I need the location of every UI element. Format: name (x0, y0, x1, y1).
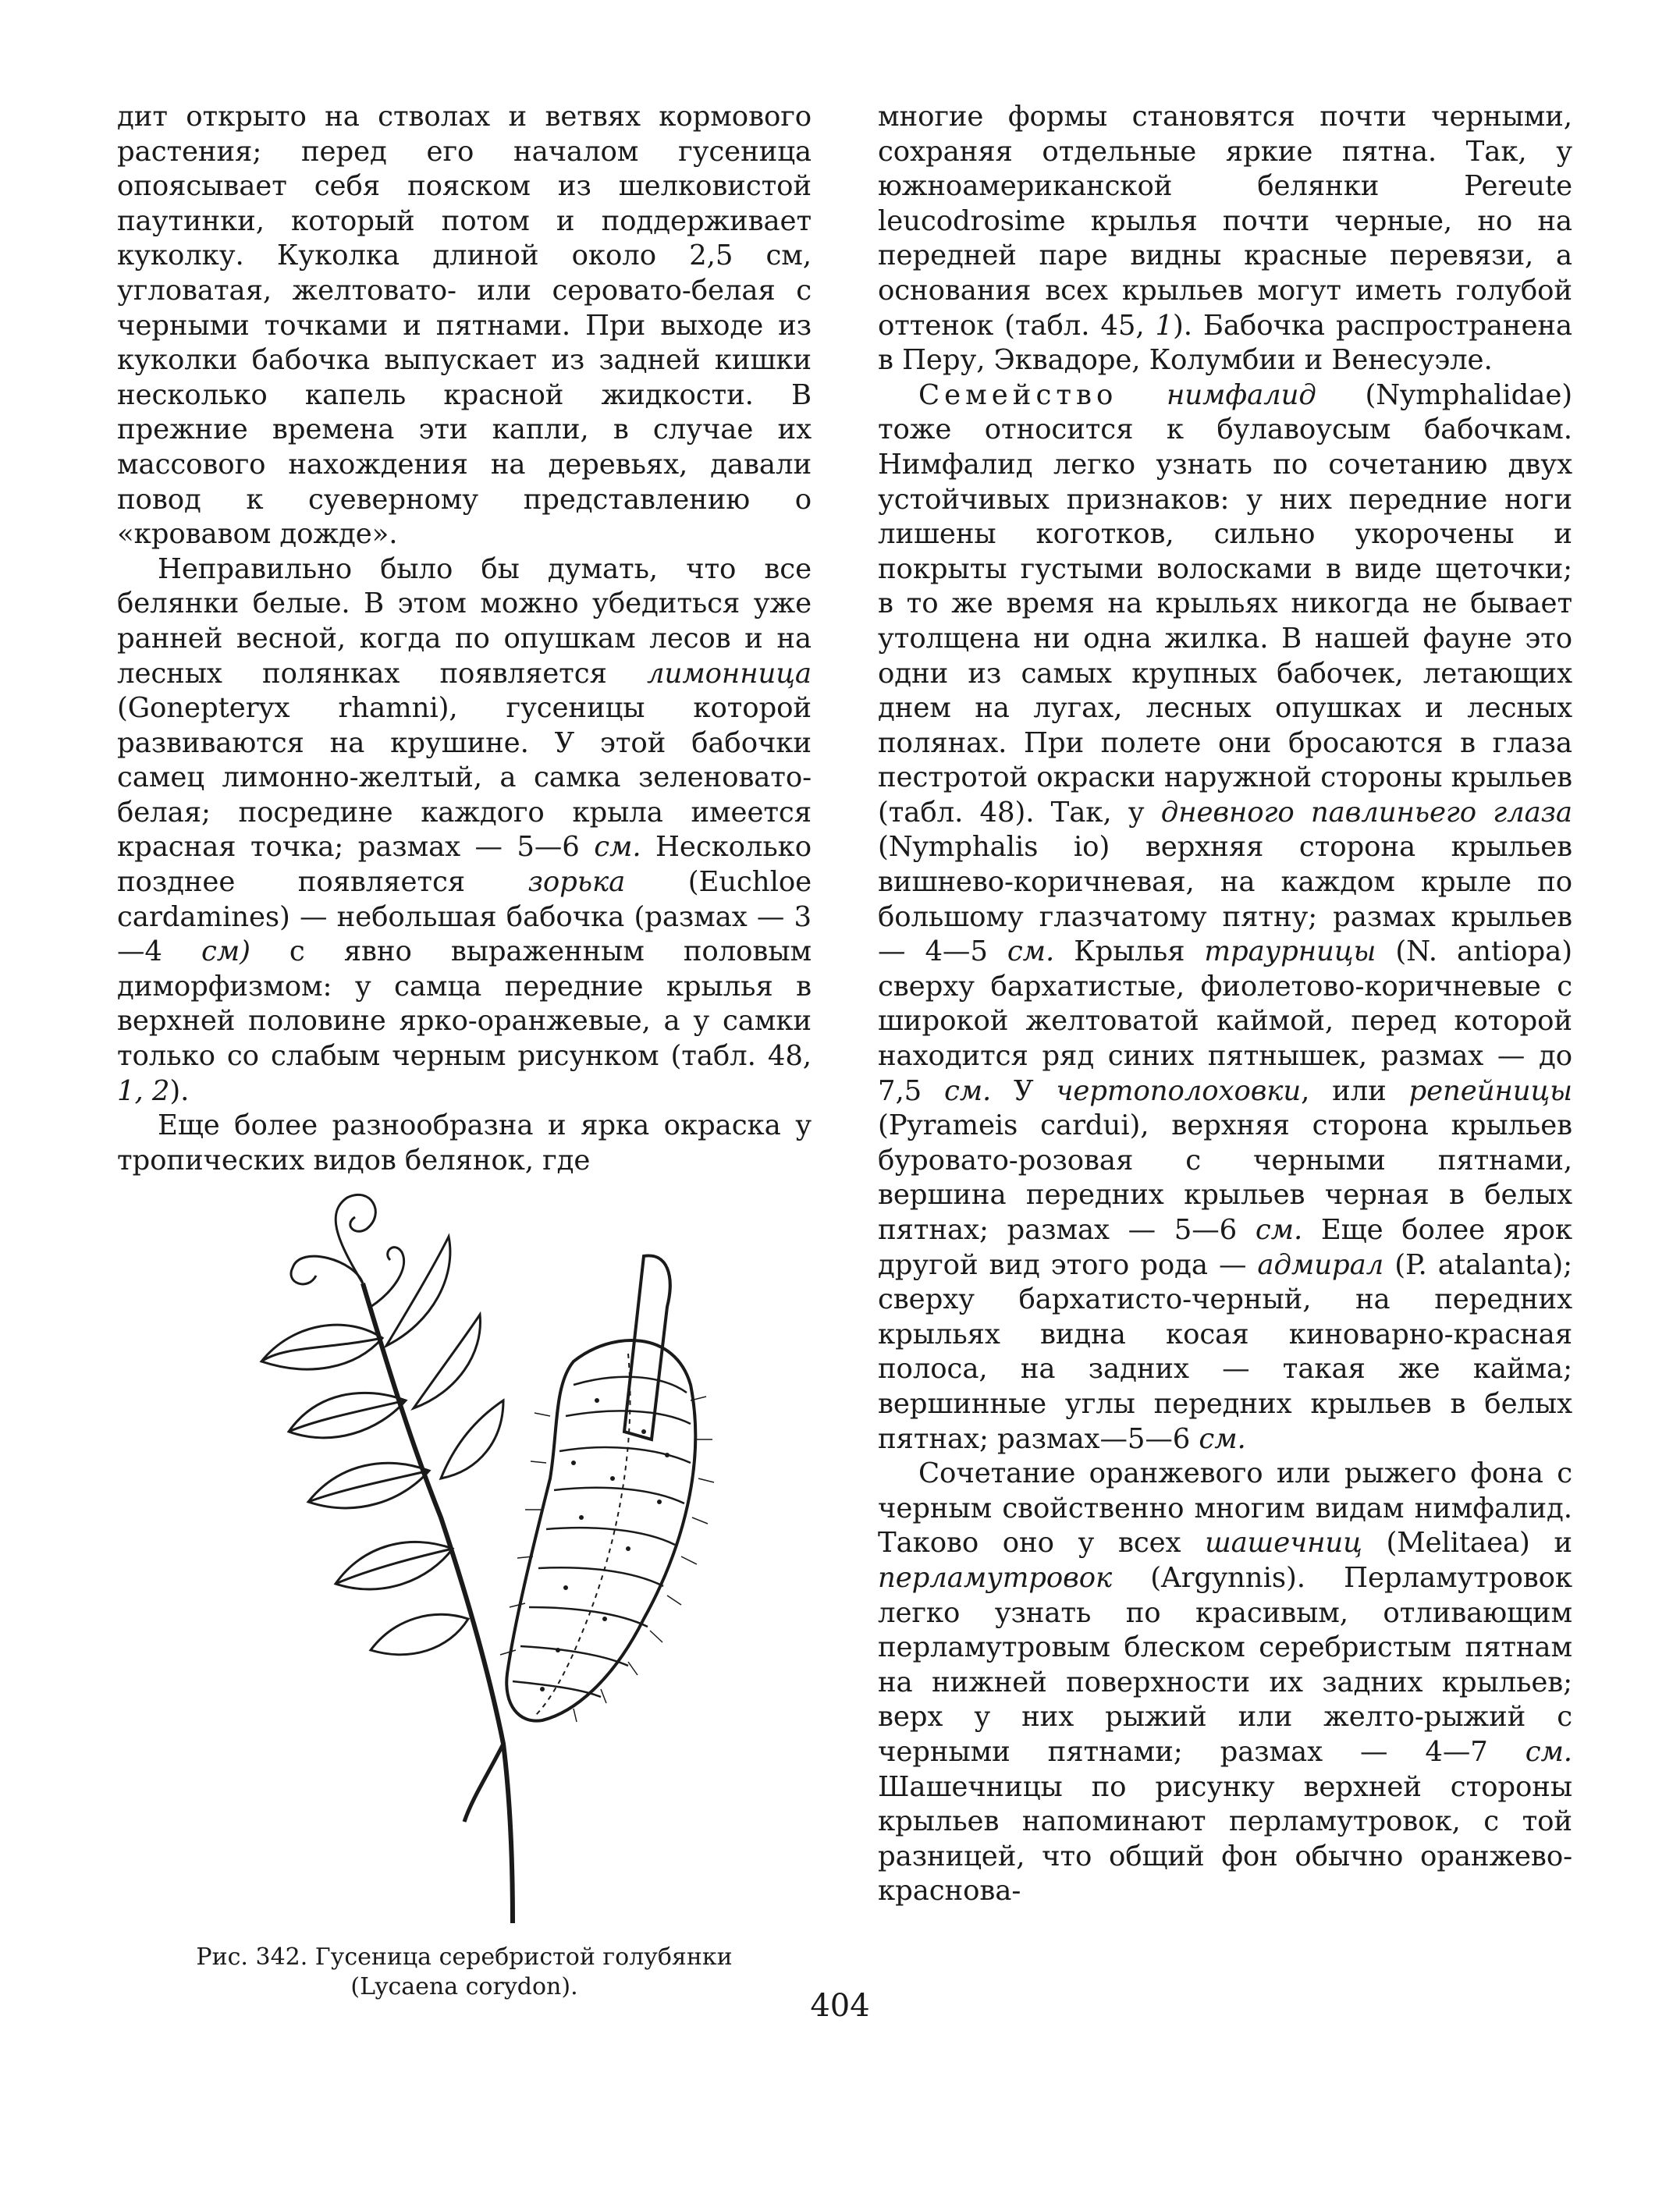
paragraph: Еще более разнообразна и ярка окраска у тропических видов белянок, где (117, 1109, 812, 1177)
left-column (117, 100, 812, 1178)
paragraph: многие формы становятся почти черными, сохраняя отдельные яркие пятна. Так, у южноамериканской белянки Pereute leucodrosime крылья почти черные, но на передней паре видны красные перевязи, а основания всех крыльев могут иметь голубой оттенок (табл. 45, 1). Бабочка распространена в Перу, Эквадоре, Колумбии и Венесуэле. (878, 101, 1572, 377)
caterpillar-illustration (207, 1182, 753, 1931)
paragraph: Неправильно было бы думать, что все белянки белые. В этом можно убедиться уже ранней весной, когда по опушкам лесов и на лесных полянках появляется лимонница (Gonepteryx rhamni), гусеницы которой развиваются на крушине. У этой бабочки самец лимонно-желтый, а самка зеленовато-белая; посредине каждого крыла имеется красная точка; размах — 5—6 см. Несколько позднее появляется зорька (Euchloe cardamines) — небольшая бабочка (размах — 3—4 см) с явно выраженным половым диморфизмом: у самца передние крылья в верхней половине ярко-оранжевые, а у самки только со слабым черным рисунком (табл. 48, 1, 2). (117, 552, 812, 1107)
caption-line: Рис. 342. Гусеница серебристой голубянки (196, 1943, 733, 1971)
page-number: 404 (810, 1988, 870, 2024)
paragraph: дит открыто на стволах и ветвях кормового растения; перед его началом гусеница опоясывает себя пояском из шелковистой паутинки, который потом и поддерживает куколку. Куколка длиной около 2,5 см, угловатая, желтовато- или серовато-белая с черными точками и пятнами. При выходе из куколки бабочка выпускает из задней кишки несколько капель красной жидкости. В прежние времена эти капли, в случае их массового нахождения на деревьях, давали повод к суеверному представлению о «кровавом дожде». (117, 101, 812, 551)
paragraph: Семейство нимфалид (Nymphalidae) тоже относится к булавоусым бабочкам. Нимфалид легко узнать по сочетанию двух устойчивых признаков: у них передние ноги лишены коготков, сильно укорочены и покрыты густыми волосками в виде щеточки; в то же время на крыльях никогда не бывает утолщена ни одна жилка. В нашей фауне это одни из самых крупных бабочек, летающих днем на лугах, лесных опушках и лесных полянах. При полете они бросаются в глаза пестротой окраски наружной стороны крыльев (табл. 48). Так, у дневного павлиньего глаза (Nymphalis io) верхняя сторона крыльев вишнево-коричневая, на каждом крыле по большому глазчатому пятну; размах крыльев — 4—5 см. Крылья траурницы (N. antiopa) сверху бархатистые, фиолетово-коричневые с широкой желтоватой каймой, перед которой находится ряд синих пятнышек, размах — до 7,5 см. У чертополоховки, или репейницы (Pyrameis cardui), верхняя сторона крыльев буровато-розовая с черными пятнами, вершина передних крыльев черная в белых пятнах; размах — 5—6 см. Еще более ярок другой вид этого рода — адмирал (P. atalanta); сверху бархатисто-черный, на передних крыльях видна косая киноварно-красная полоса, на задних — такая же кайма; вершинные углы передних крыльев в белых пятнах; размах—5—6 см. (878, 378, 1572, 1455)
paragraph: Сочетание оранжевого или рыжего фона с черным свойственно многим видам нимфалид. Таково оно у всех шашечниц (Melitaea) и перламутровок (Argynnis). Перламутровок легко узнать по красивым, отливающим перламутровым блеском серебристым пятнам на нижней поверхности их задних крыльев; верх у них рыжий или желто-рыжий с черными пятнами; размах — 4—7 см. Шашечницы по рисунку верхней стороны крыльев напоминают перламутровок, с той разницей, что общий фон обычно оранжево-краснова- (878, 1457, 1572, 1908)
right-column (878, 100, 1572, 1909)
caption-line: (Lycaena corydon). (350, 1973, 578, 2000)
